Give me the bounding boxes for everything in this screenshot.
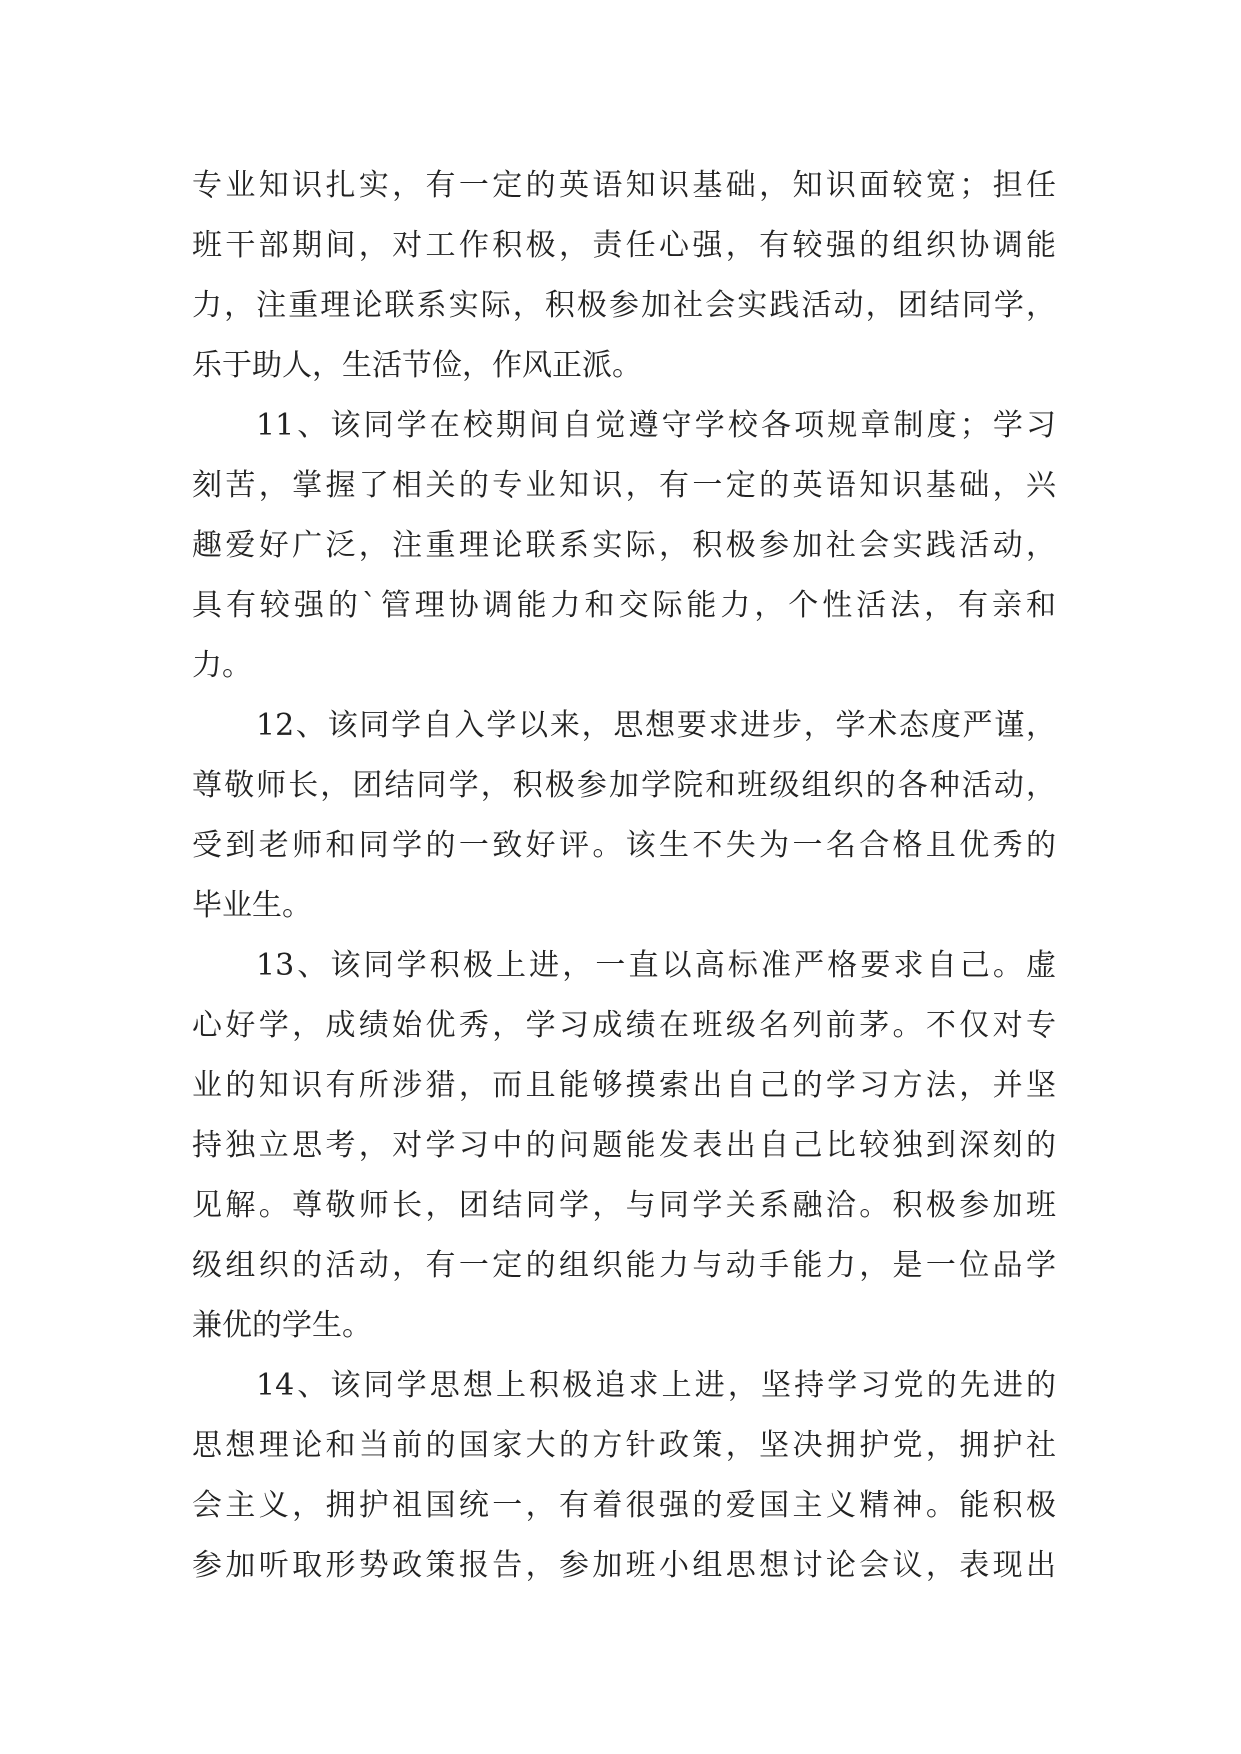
document-body — [192, 156, 1056, 1596]
text-line: 参加听取形势政策报告，参加班小组思想讨论会议，表现出 — [192, 1548, 1056, 1583]
text-line: 兼优的学生。 — [192, 1308, 372, 1343]
text-line: 专业知识扎实，有一定的英语知识基础，知识面较宽；担任 — [192, 168, 1056, 203]
text-line: 受到老师和同学的一致好评。该生不失为一名合格且优秀的 — [192, 828, 1056, 863]
text-line: 持独立思考，对学习中的问题能发表出自己比较独到深刻的 — [192, 1128, 1056, 1163]
text-line: 趣爱好广泛，注重理论联系实际，积极参加社会实践活动， — [192, 528, 1056, 563]
text-line: 具有较强的`管理协调能力和交际能力，个性活法，有亲和 — [192, 588, 1056, 623]
paragraph-first-line: 12、该同学自入学以来，思想要求进步，学术态度严谨， — [256, 708, 1056, 743]
text-line: 刻苦，掌握了相关的专业知识，有一定的英语知识基础，兴 — [192, 468, 1056, 503]
text-line: 乐于助人，生活节俭，作风正派。 — [192, 348, 642, 383]
paragraph-first-line: 11、该同学在校期间自觉遵守学校各项规章制度；学习 — [256, 408, 1056, 443]
text-line: 会主义，拥护祖国统一，有着很强的爱国主义精神。能积极 — [192, 1488, 1056, 1523]
text-line: 毕业生。 — [192, 888, 312, 923]
text-line: 尊敬师长，团结同学，积极参加学院和班级组织的各种活动， — [192, 768, 1056, 803]
text-line: 班干部期间，对工作积极，责任心强，有较强的组织协调能 — [192, 228, 1056, 263]
paragraph-first-line: 14、该同学思想上积极追求上进，坚持学习党的先进的 — [256, 1368, 1056, 1403]
text-line: 力。 — [192, 648, 252, 683]
paragraph-first-line: 13、该同学积极上进，一直以高标准严格要求自己。虚 — [256, 948, 1056, 983]
text-line: 力，注重理论联系实际，积极参加社会实践活动，团结同学， — [192, 288, 1056, 323]
text-line: 心好学，成绩始优秀，学习成绩在班级名列前茅。不仅对专 — [192, 1008, 1056, 1043]
text-line: 业的知识有所涉猎，而且能够摸索出自己的学习方法，并坚 — [192, 1068, 1056, 1103]
text-line: 见解。尊敬师长，团结同学，与同学关系融洽。积极参加班 — [192, 1188, 1056, 1223]
text-line: 级组织的活动，有一定的组织能力与动手能力，是一位品学 — [192, 1248, 1056, 1283]
text-line: 思想理论和当前的国家大的方针政策，坚决拥护党，拥护社 — [192, 1428, 1056, 1463]
